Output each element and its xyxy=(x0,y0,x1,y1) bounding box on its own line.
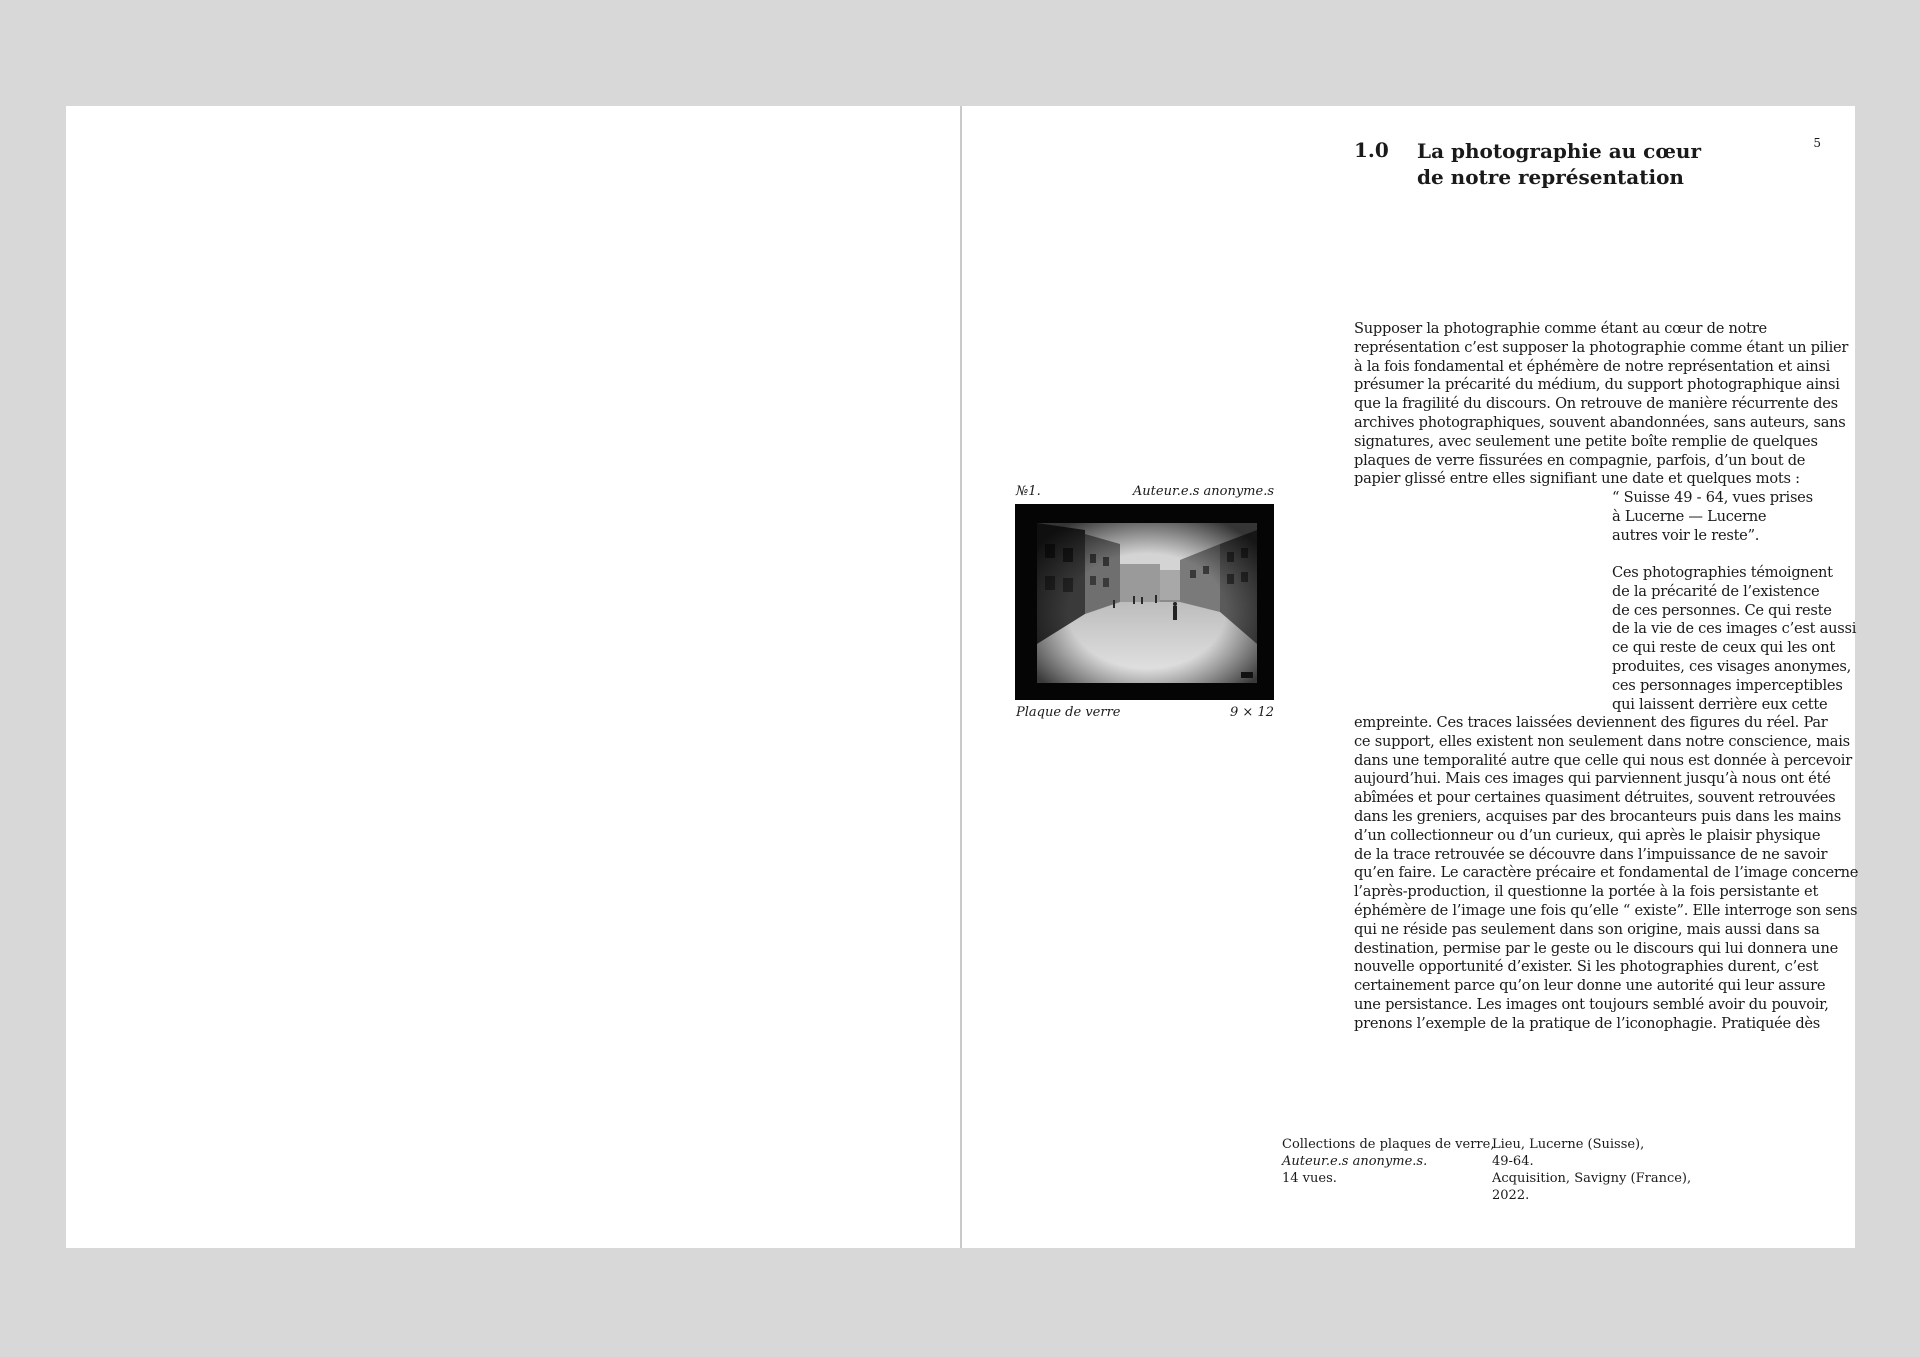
text-line: autres voir le reste”. xyxy=(1612,526,1760,544)
left-page xyxy=(66,106,960,1248)
text-line: de ces personnes. Ce qui reste xyxy=(1612,601,1832,619)
text-line: signatures, avec seulement une petite boîte remplie de quelques xyxy=(1354,432,1818,450)
chapter-title-line: La photographie au cœur xyxy=(1417,139,1701,163)
text-line: produites, ces visages anonymes, xyxy=(1612,657,1852,675)
text-line: d’un collectionneur ou d’un curieux, qui après le plaisir physique xyxy=(1354,826,1821,844)
text-line: qu’en faire. Le caractère précaire et fondamental de l’image concerne xyxy=(1354,864,1859,882)
colophon-collection xyxy=(1282,1136,1494,1187)
paragraph-intro xyxy=(1354,320,1848,489)
text-line: dans les greniers, acquises par des brocanteurs puis dans les mains xyxy=(1354,807,1841,825)
colophon-details xyxy=(1492,1136,1691,1204)
text-line: de la trace retrouvée se découvre dans l’impuissance de ne savoir xyxy=(1354,845,1828,863)
text-line: nouvelle opportunité d’exister. Si les photographies durent, c’est xyxy=(1354,958,1819,976)
colophon-line: 49-64. xyxy=(1492,1154,1534,1169)
text-line: représentation c’est supposer la photographie comme étant un pilier xyxy=(1354,338,1849,356)
figure-size: 9 × 12 xyxy=(1230,705,1274,720)
text-line: de la vie de ces images c’est aussi xyxy=(1612,620,1857,638)
text-line: prenons l’exemple de la pratique de l’iconophagie. Pratiquée dès xyxy=(1354,1014,1821,1032)
text-line: dans une temporalité autre que celle qui nous est donnée à percevoir xyxy=(1354,751,1852,769)
text-line: à Lucerne — Lucerne xyxy=(1612,507,1767,525)
text-line: ce support, elles existent non seulement dans notre conscience, mais xyxy=(1354,732,1850,750)
page-number: 5 xyxy=(1813,136,1821,150)
text-line: ces personnages imperceptibles xyxy=(1612,676,1843,694)
text-line: ce qui reste de ceux qui les ont xyxy=(1612,639,1835,657)
text-line: Ces photographies témoignent xyxy=(1612,564,1833,581)
text-line: que la fragilité du discours. On retrouve de manière récurrente des xyxy=(1354,395,1838,413)
glass-plate-photo xyxy=(1015,504,1274,700)
chapter-number: 1.0 xyxy=(1354,138,1389,162)
text-line: de la précarité de l’existence xyxy=(1612,582,1820,600)
text-line: archives photographiques, souvent abandonnées, sans auteurs, sans xyxy=(1354,413,1846,431)
text-line: l’après-production, il questionne la portée à la fois persistante et xyxy=(1354,883,1819,901)
colophon-line: Lieu, Lucerne (Suisse), xyxy=(1492,1137,1645,1152)
text-line: abîmées et pour certaines quasiment détruites, souvent retrouvées xyxy=(1354,789,1836,807)
colophon-line: 2022. xyxy=(1492,1188,1530,1203)
colophon-line: Auteur.e.s anonyme.s. xyxy=(1282,1154,1428,1169)
text-line: qui ne réside pas seulement dans son origine, mais aussi dans sa xyxy=(1354,920,1820,938)
paragraph-indented xyxy=(1612,564,1856,714)
text-line: une persistance. Les images ont toujours semblé avoir du pouvoir, xyxy=(1354,995,1829,1013)
text-line: “ Suisse 49 - 64, vues prises xyxy=(1612,489,1813,506)
chapter-title xyxy=(1417,138,1701,190)
text-line: présumer la précarité du médium, du support photographique ainsi xyxy=(1354,376,1840,394)
chapter-title-line: de notre représentation xyxy=(1417,165,1684,189)
figure-author: Auteur.e.s anonyme.s xyxy=(1132,484,1274,499)
text-line: Supposer la photographie comme étant au cœur de notre xyxy=(1354,320,1767,337)
text-line: destination, permise par le geste ou le discours qui lui donnera une xyxy=(1354,939,1838,957)
text-line: aujourd’hui. Mais ces images qui parviennent jusqu’à nous ont été xyxy=(1354,770,1831,788)
text-line: papier glissé entre elles signifiant une date et quelques mots : xyxy=(1354,470,1800,488)
paragraph-main xyxy=(1354,714,1858,1034)
figure-material: Plaque de verre xyxy=(1016,705,1121,720)
text-line: empreinte. Ces traces laissées deviennent des figures du réel. Par xyxy=(1354,714,1828,731)
text-line: certainement parce qu’on leur donne une autorité qui leur assure xyxy=(1354,977,1826,995)
street-scene-image xyxy=(1015,504,1274,700)
text-line: qui laissent derrière eux cette xyxy=(1612,695,1828,713)
text-line: éphémère de l’image une fois qu’elle “ existe”. Elle interroge son sens xyxy=(1354,901,1858,919)
colophon-line: Collections de plaques de verre, xyxy=(1282,1137,1495,1152)
quote-block xyxy=(1612,489,1813,545)
book-spread xyxy=(66,106,1859,1248)
figure-number: №1. xyxy=(1016,484,1041,499)
colophon-line: Acquisition, Savigny (France), xyxy=(1492,1171,1692,1186)
right-page xyxy=(962,106,1859,1248)
text-line: à la fois fondamental et éphémère de notre représentation et ainsi xyxy=(1354,357,1831,375)
colophon-line: 14 vues. xyxy=(1282,1171,1337,1186)
text-line: plaques de verre fissurées en compagnie, parfois, d’un bout de xyxy=(1354,451,1806,469)
